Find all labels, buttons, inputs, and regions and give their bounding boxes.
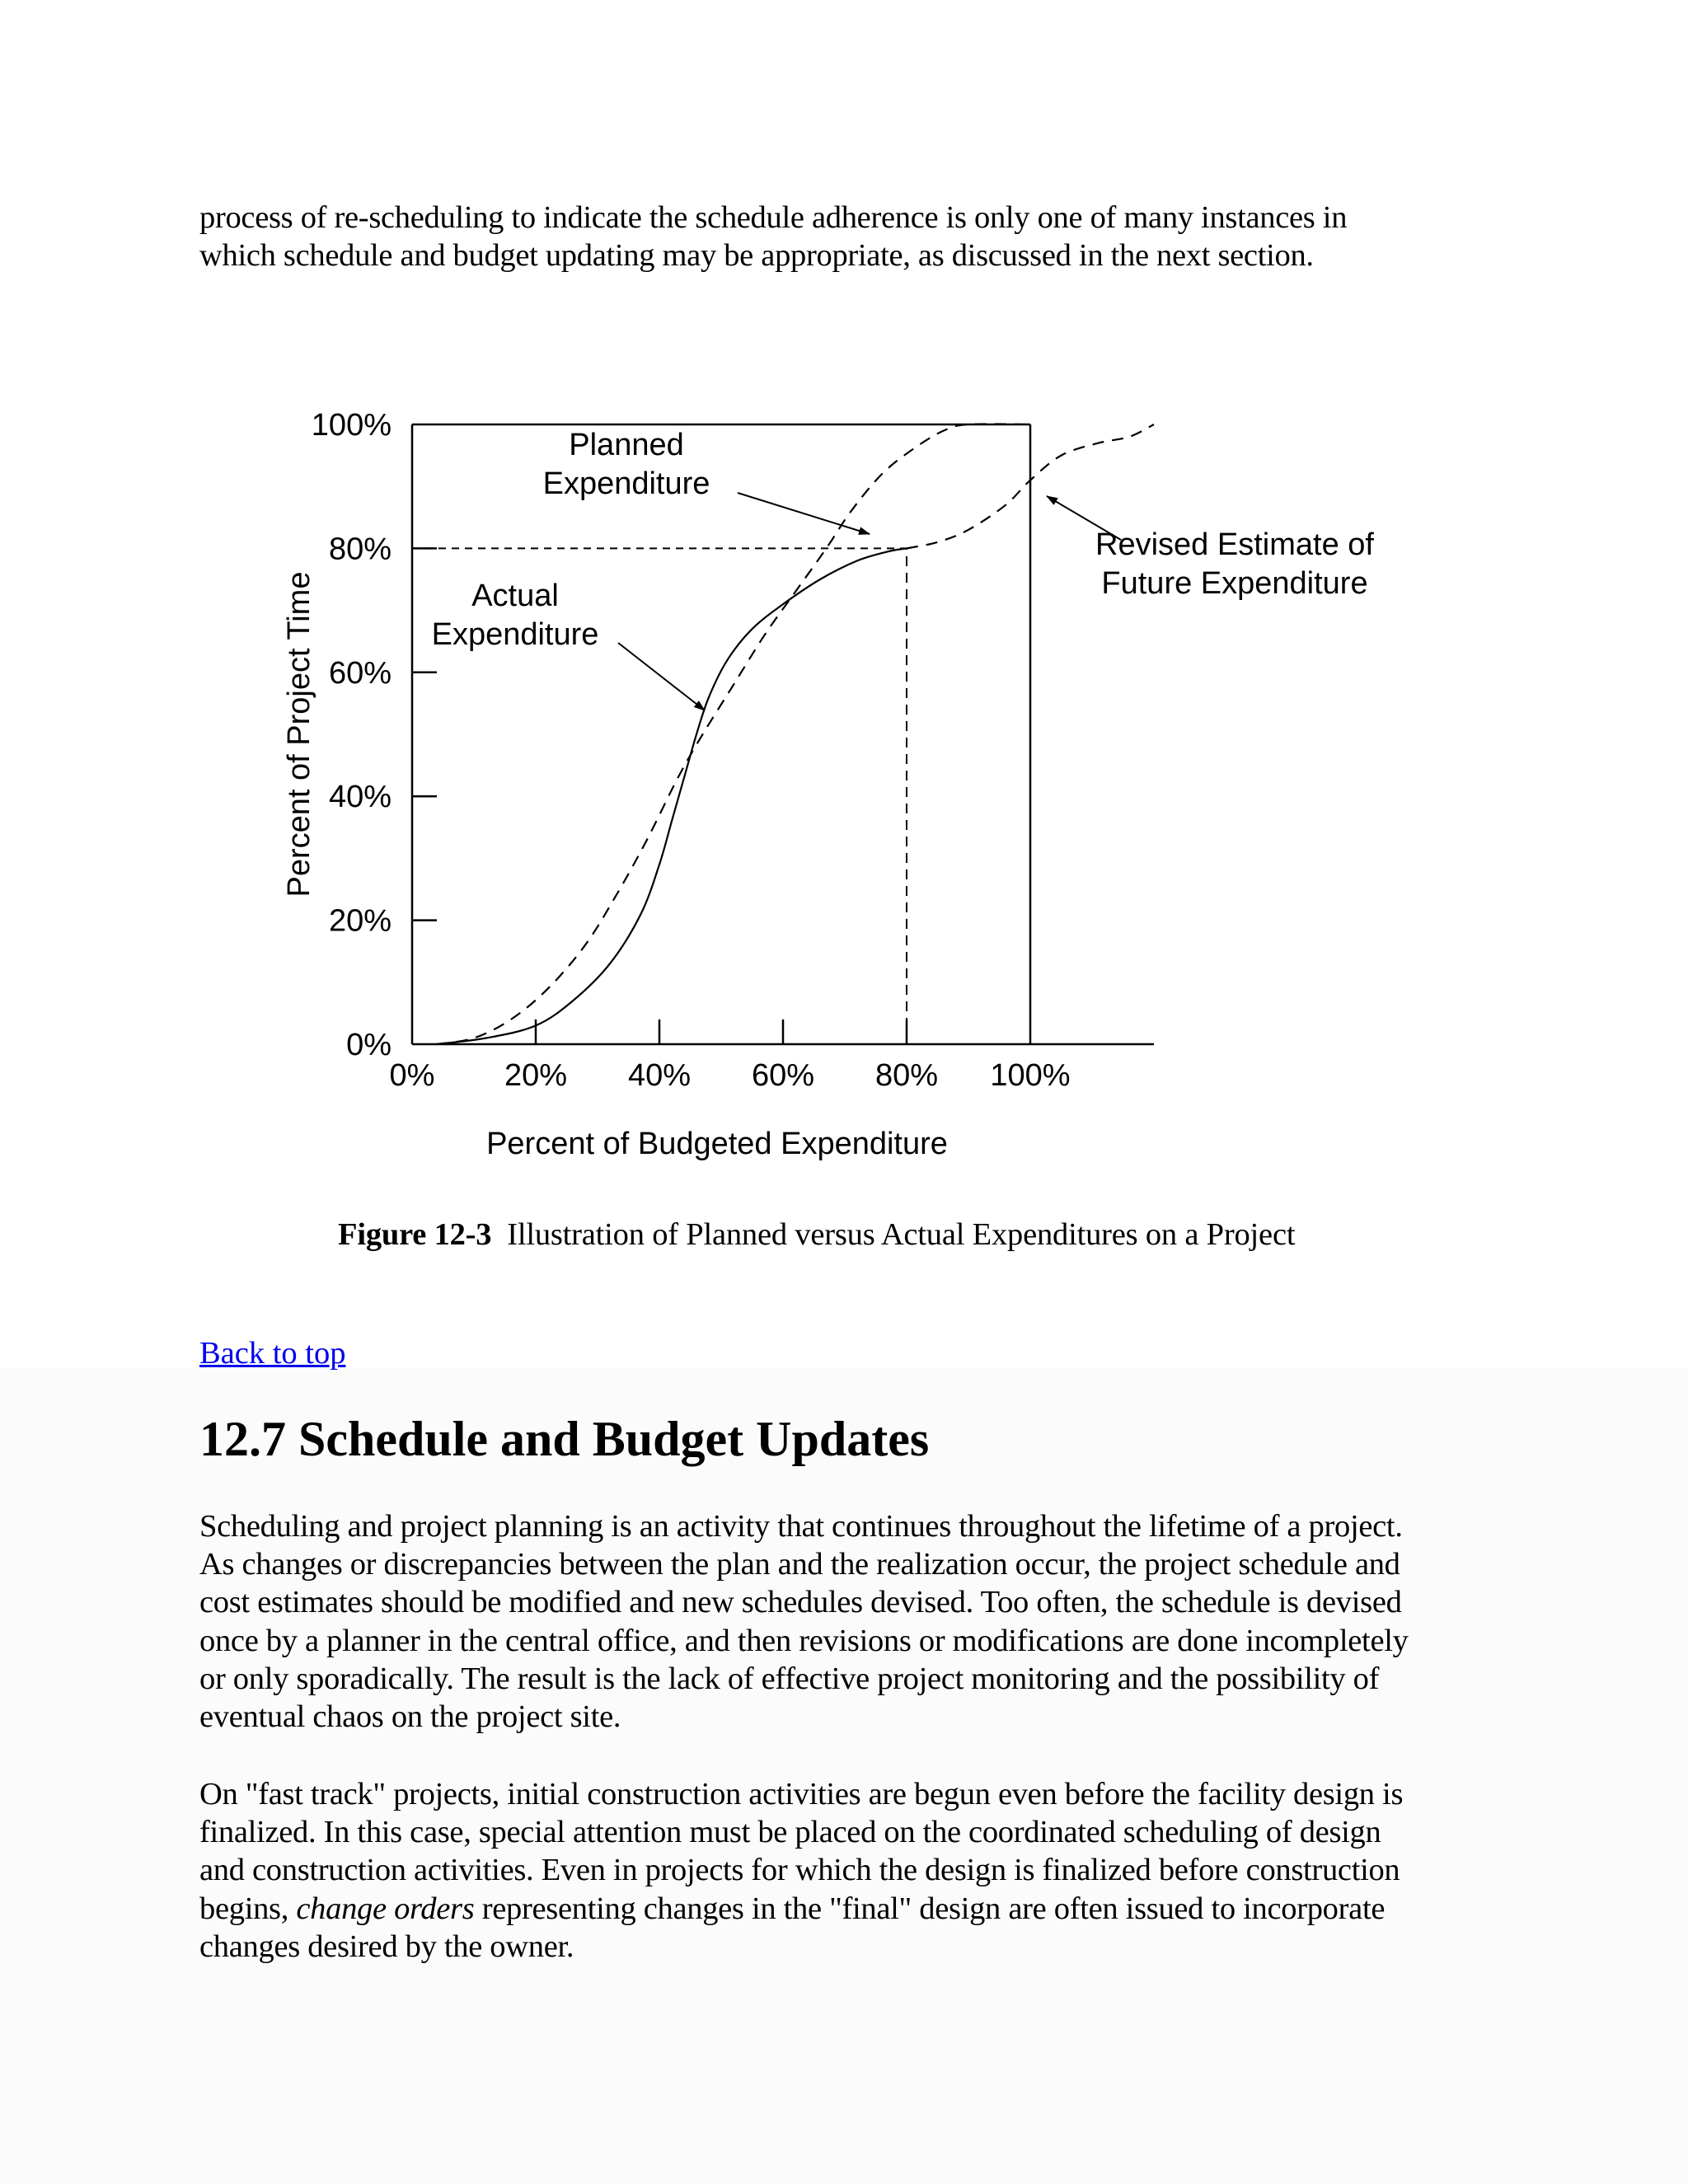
annotation-planned-expenditure-line: Expenditure <box>542 466 710 501</box>
paragraph-line: As changes or discrepancies between the plan and the realization occur, the project schedule and <box>199 1547 1400 1582</box>
fast-track-paragraph <box>199 1775 1502 1966</box>
figure-title: Illustration of Planned versus Actual Expenditures on a Project <box>507 1217 1296 1252</box>
paragraph-line: once by a planner in the central office, and then revisions or modifications are done incompletely <box>199 1623 1409 1658</box>
paragraph-line: finalized. In this case, special attention must be placed on the coordinated scheduling of design <box>199 1815 1381 1850</box>
y-tick-label: 0% <box>346 1028 392 1062</box>
y-axis-title: Percent of Project Time <box>282 571 316 898</box>
y-tick-label: 80% <box>328 532 392 567</box>
paragraph-line <box>199 1890 1502 1928</box>
paragraph-line: Scheduling and project planning is an activity that continues throughout the lifetime of a project. <box>199 1509 1403 1544</box>
text-run: begins, <box>199 1891 297 1926</box>
section-heading: 12.7 Schedule and Budget Updates <box>199 1412 930 1466</box>
x-tick-label: 20% <box>504 1058 568 1093</box>
annotation-actual-expenditure-line: Actual <box>471 579 559 613</box>
paragraph-line: which schedule and budget updating may be appropriate, as discussed in the next section. <box>199 238 1314 274</box>
figure-caption <box>338 1216 1409 1254</box>
x-tick-label: 80% <box>874 1058 939 1093</box>
paragraph-line: cost estimates should be modified and new schedules devised. Too often, the schedule is devised <box>199 1585 1402 1620</box>
figure-label: Figure 12-3 <box>338 1217 492 1252</box>
planned-expenditure-series <box>437 424 1030 1044</box>
schedule-paragraph <box>199 1507 1502 1736</box>
annotation-revised-estimate-line: Future Expenditure <box>1101 566 1368 601</box>
x-tick-label: 60% <box>751 1058 815 1093</box>
expenditure-chart <box>264 387 1418 1170</box>
paragraph-line: or only sporadically. The result is the lack of effective project monitoring and the possibility of <box>199 1661 1380 1696</box>
paragraph-line: changes desired by the owner. <box>199 1929 574 1964</box>
annotation-arrow <box>738 493 870 534</box>
annotation-arrow <box>618 643 705 710</box>
annotation-actual-expenditure-line: Expenditure <box>431 617 599 652</box>
paragraph-line: eventual chaos on the project site. <box>199 1699 621 1735</box>
x-tick-label: 40% <box>627 1058 692 1093</box>
y-tick-label: 40% <box>328 780 392 815</box>
paragraph-line: and construction activities. Even in projects for which the design is finalized before construction <box>199 1853 1400 1888</box>
y-tick-label: 100% <box>311 408 392 443</box>
y-tick-label: 60% <box>328 655 392 691</box>
emphasis-change-orders: change orders <box>296 1891 475 1926</box>
y-tick-label: 20% <box>328 903 392 939</box>
text-run: representing changes in the "final" design are often issued to incorporate <box>474 1891 1386 1926</box>
x-tick-label: 100% <box>990 1058 1071 1093</box>
annotation-planned-expenditure-line: Planned <box>569 428 684 462</box>
x-axis-title: Percent of Budgeted Expenditure <box>486 1127 948 1161</box>
x-tick-label: 0% <box>389 1058 435 1093</box>
paragraph-line: process of re-scheduling to indicate the schedule adherence is only one of many instances in <box>199 200 1348 235</box>
intro-paragraph <box>199 199 1502 274</box>
back-to-top-link[interactable]: Back to top <box>199 1336 346 1371</box>
annotation-revised-estimate-line: Revised Estimate of <box>1095 527 1374 562</box>
paragraph-line: On "fast track" projects, initial construction activities are begun even before the facility design is <box>199 1777 1404 1811</box>
